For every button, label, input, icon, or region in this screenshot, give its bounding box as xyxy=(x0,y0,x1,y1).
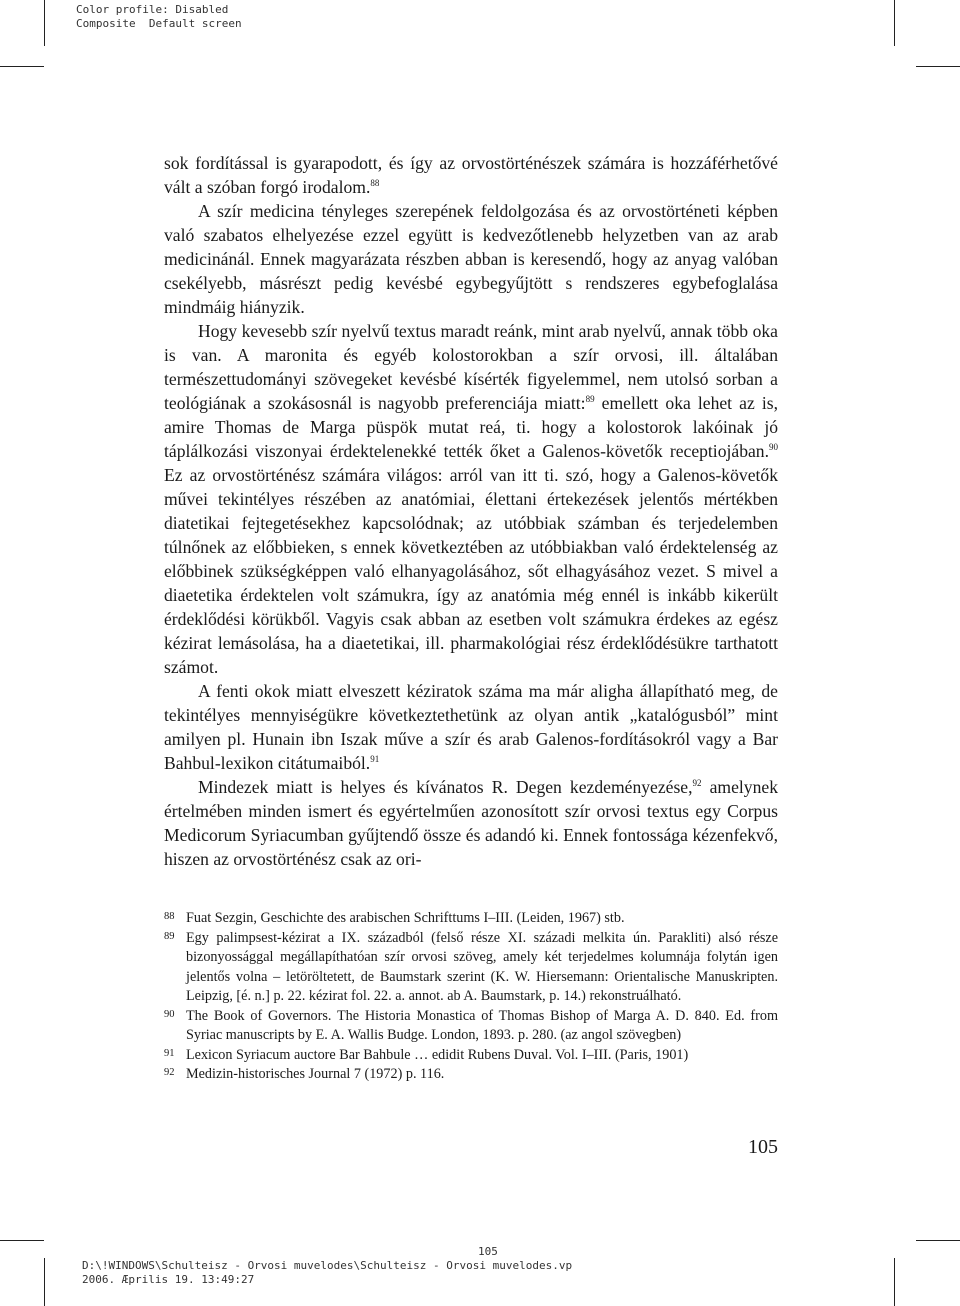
paragraph-3-text-c: Ez az orvostörténész számára világos: arról van itt ti. szó, hogy a Galenos-követők művei tekintélyes részében az anatómiai, élettani értekezések jelentős mértékben diatetikai fejtegetésekhez kapcsolódnak; az utóbbiak számban és terjedelemben túlnőnek az előbbieken, s ennek következtében az utóbbiakban való érdektelenség az előbbinek szükségképpen való elhanyagolásához, sőt elhagyásához vezet. S mivel a diaetetika érdektelen volt számukra, így az anatómia még ennél is inkább kikerült érdeklődési körükből. Vagyis csak abban az esetben volt számukra érdekes az egész kézirat lemásolása, ha a diaetetikai, ill. pharmakológiai rész érdeklődésükre tarthatott számot. xyxy=(164,465,778,677)
footnote-ref-88: 88 xyxy=(370,178,380,188)
composite-line: Composite Default screen xyxy=(76,17,242,30)
crop-mark-top-right-v xyxy=(894,0,895,46)
footnote-ref-91: 91 xyxy=(370,754,380,764)
page-number: 105 xyxy=(748,1136,778,1158)
body-text xyxy=(164,151,778,871)
color-profile-line: Color profile: Disabled xyxy=(76,3,229,16)
paragraph-3-text-a: Hogy kevesebb szír nyelvű textus maradt reánk, mint arab nyelvű, annak több oka is van. A maronita és egyéb kolostorokban a szír orvosi, ill. általában természettudományi szövegeket kevésbé kísérték figyelemmel, nem utolsó sorban a teológiának a szokásosnál is nagyobb preferenciája miatt: xyxy=(164,321,778,413)
footnote xyxy=(164,1046,778,1066)
footnote-number: 89 xyxy=(164,930,175,942)
footer-file-path: D:\!WINDOWS\Schulteisz - Orvosi muvelodes\Schulteisz - Orvosi muvelodes.vp xyxy=(82,1259,573,1272)
crop-mark-top-left-h xyxy=(0,66,44,67)
print-header xyxy=(76,3,242,31)
paragraph-1-text: sok fordítással is gyarapodott, és így az orvostörténészek számára is hozzáférhetővé vált a szóban forgó irodalom. xyxy=(164,153,778,197)
crop-mark-bottom-right-h xyxy=(916,1240,960,1241)
paragraph-2-text: A szír medicina tényleges szerepének feldolgozása és az orvostörténeti képben való szabatos elhelyezése ezzel együtt is kedvezőtlenebb helyzetben van az arab medicinánál. Ennek magyarázata részben abban is keresendő, hogy az anyag valóban csekélyebb, másrészt pedig kevésbé egybegyűjtött s rendszeres egybefoglalása mindmáig hiányzik. xyxy=(164,201,778,317)
footnote-ref-92: 92 xyxy=(692,778,702,788)
crop-mark-bottom-right-v xyxy=(894,1258,895,1306)
footnote xyxy=(164,1007,778,1046)
footnote-number: 90 xyxy=(164,1008,175,1020)
crop-mark-top-left-v xyxy=(44,0,45,46)
footnote xyxy=(164,909,778,929)
print-footer xyxy=(82,1259,572,1287)
footnote xyxy=(164,929,778,1007)
paragraph-5-text-a: Mindezek miatt is helyes és kívánatos R. Degen kezdeményezése, xyxy=(198,777,693,797)
paragraph-5 xyxy=(164,775,778,871)
footnote-number: 88 xyxy=(164,911,175,922)
crop-mark-top-right-h xyxy=(916,66,960,67)
footnotes xyxy=(164,909,778,1085)
footnote-text: Fuat Sezgin, Geschichte des arabischen Schrifttums I–III. (Leiden, 1967) stb. xyxy=(186,910,625,926)
footnote-number: 91 xyxy=(164,1047,175,1059)
footnote xyxy=(164,1065,778,1085)
footnote-text: Egy palimpsest-kézirat a IX. századból (felső része XI. századi melkita ún. Parakliti) alsó része bizonyossággal megállapíthatóan szír orvosi szöveg, amely két terjedelmes kolumnája folytán igen jelentős volna – letöröltetett, de Baumstark szerint (K. W. Hiersemann: Orientalische Manuskripten. Leipzig, [é. n.] p. 22. kézirat fol. 22. a. annot. ab A. Baumstark, p. 14.) rekonstruálható. xyxy=(186,929,778,1004)
paragraph-4 xyxy=(164,679,778,775)
footnote-ref-90: 90 xyxy=(769,442,778,452)
footer-page-number: 105 xyxy=(478,1245,498,1258)
paragraph-4-text: A fenti okok miatt elveszett kéziratok száma ma már aligha állapítható meg, de tekintélyes mennyiségükre következtethetünk az olyan antik „katalógusból” mint amilyen pl. Hunain ibn Iszak műve a szír és arab Galenos-fordításokról vagy a Bar Bahbul-lexikon citátumaiból. xyxy=(164,681,778,773)
footnote-text: Medizin-historisches Journal 7 (1972) p. 116. xyxy=(186,1066,445,1082)
paragraph-3 xyxy=(164,319,778,679)
footer-date: 2006. Æprilis 19. 13:49:27 xyxy=(82,1273,255,1286)
footnote-number: 92 xyxy=(164,1067,175,1078)
crop-mark-bottom-left-v xyxy=(44,1258,45,1306)
footnote-ref-89: 89 xyxy=(585,394,595,404)
crop-mark-bottom-left-h xyxy=(0,1240,44,1241)
paragraph-2 xyxy=(164,199,778,319)
paragraph-5-text-b: amelynek értelmében minden ismert és egyértelműen azonosított szír orvosi textus egy Corpus Medicorum Syriacumban gyűjtendő össze és adandó ki. Ennek fontossága kézenfekvő, hiszen az orvostörténész csak az ori- xyxy=(164,777,778,869)
paragraph-1 xyxy=(164,151,778,199)
paragraph-3-text-b: emellett oka lehet az is, amire Thomas de Marga püspök mutat reá, ti. hogy a kolostorok lakóinak jó táplálkozási viszonyai érdektelenekké tették őket a Galenos-követők receptiojában. xyxy=(164,393,778,461)
footnote-text: The Book of Governors. The Historia Monastica of Thomas Bishop of Marga A. D. 840. Ed. from Syriac manuscripts by E. A. Wallis Budge. London, 1893. p. 280. (az angol szövegben) xyxy=(186,1007,778,1043)
footnote-text: Lexicon Syriacum auctore Bar Bahbule … edidit Rubens Duval. Vol. I–III. (Paris, 1901) xyxy=(186,1046,689,1063)
